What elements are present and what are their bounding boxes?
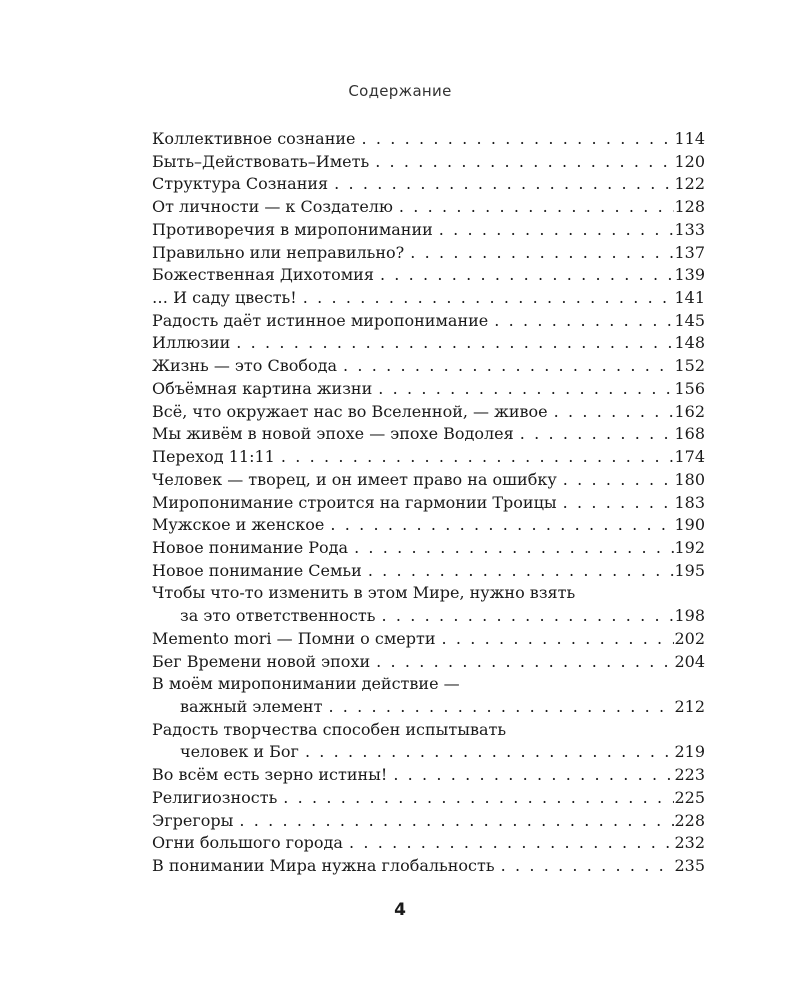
toc-entry-page: 139: [674, 265, 705, 285]
toc-entry-title: Во всём есть зерно истины!: [152, 765, 388, 785]
toc-entry-title: Всё, что окружает нас во Вселенной, — живое: [152, 401, 548, 421]
toc-entry: [152, 401, 705, 424]
toc-entry-page: 235: [674, 856, 705, 875]
toc-entry-title: Объёмная картина жизни: [152, 378, 373, 398]
toc-entry-page: 168: [674, 424, 705, 444]
toc-entry: [152, 242, 705, 265]
toc-entry-title: за это ответственность: [180, 606, 376, 626]
toc-entry: [152, 810, 705, 833]
toc-entry-title: От личности — к Создателю: [152, 197, 393, 217]
toc-entry-title: Иллюзии: [152, 333, 231, 353]
toc-entry-page: 128: [674, 197, 705, 217]
dot-leader: [404, 242, 674, 265]
toc-entry-title: Переход 11:11: [152, 447, 275, 467]
toc-entry-page: 122: [674, 174, 705, 194]
toc-entry-page: 225: [674, 787, 705, 807]
toc-entry: [152, 219, 705, 242]
toc-entry: [152, 196, 705, 219]
toc-entry-title: Структура Сознания: [152, 174, 329, 194]
toc-entry: [152, 173, 705, 196]
toc-entry-page: 174: [674, 447, 705, 467]
dot-leader: [348, 537, 674, 560]
toc-entry-title: Чтобы что-то изменить в этом Мире, нужно взять: [152, 583, 576, 603]
dot-leader: [372, 378, 674, 401]
toc-entry: [152, 355, 705, 378]
dot-leader: [337, 355, 674, 378]
toc-entry-page: 152: [674, 356, 705, 376]
dot-leader: [233, 810, 674, 833]
toc-entry: [152, 855, 705, 878]
toc-entry-page: 145: [674, 310, 705, 330]
toc-entry-title: важный элемент: [180, 696, 323, 716]
toc-entry-page: 133: [674, 219, 705, 239]
toc-entry: [152, 264, 705, 287]
dot-leader: [343, 832, 675, 855]
toc-entry-page: 192: [674, 537, 705, 557]
toc-entry-title: Эгрегоры: [152, 810, 234, 830]
page-number: 4: [394, 900, 406, 920]
dot-leader: [514, 423, 675, 446]
dot-leader: [299, 741, 675, 764]
dot-leader: [328, 173, 674, 196]
running-header: Содержание: [348, 82, 452, 100]
dot-leader: [370, 651, 674, 674]
dot-leader: [369, 151, 674, 174]
toc-entry-title: В понимании Мира нужна глобальность: [152, 856, 495, 875]
toc-entry-page: 137: [674, 242, 705, 262]
toc-entry-title: человек и Бог: [180, 742, 299, 762]
toc-entry-page: 190: [674, 515, 705, 535]
toc-entry: [152, 128, 705, 151]
toc-entry-title: Быть–Действовать–Иметь: [152, 151, 370, 171]
toc-entry: [152, 514, 705, 537]
toc-entry-title: Правильно или неправильно?: [152, 242, 405, 262]
toc-entry-page: 120: [674, 151, 705, 171]
toc-entry-title: Новое понимание Семьи: [152, 560, 362, 580]
toc-entry: [152, 651, 705, 674]
dot-leader: [356, 128, 675, 151]
toc-entry-title: Человек — творец, и он имеет право на ошибку: [152, 469, 557, 489]
toc-entry-page: 162: [674, 401, 705, 421]
toc-entry-page: 202: [674, 628, 705, 648]
toc-entry: [152, 423, 705, 446]
toc-entry-title: Мужское и женское: [152, 515, 325, 535]
dot-leader: [230, 332, 674, 355]
dot-leader: [322, 696, 674, 719]
toc-entry-page: 219: [674, 742, 705, 762]
toc-entry: [152, 446, 705, 469]
toc-entry-page: 228: [674, 810, 705, 830]
toc-entry: [152, 378, 705, 401]
dot-leader: [275, 446, 675, 469]
toc-entry: [152, 673, 705, 696]
dot-leader: [324, 514, 674, 537]
table-of-contents: [152, 128, 705, 878]
dot-leader: [277, 787, 674, 810]
toc-entry-title: Бег Времени новой эпохи: [152, 651, 371, 671]
toc-entry: [152, 605, 705, 628]
toc-entry-title: Противоречия в миропонимании: [152, 219, 433, 239]
toc-entry-page: 198: [674, 606, 705, 626]
toc-entry-page: 114: [674, 129, 705, 148]
toc-entry-page: 183: [674, 492, 705, 512]
toc-entry: [152, 764, 705, 787]
toc-entry-title: Радость творчества способен испытывать: [152, 719, 507, 739]
toc-entry: [152, 787, 705, 810]
toc-entry-page: 156: [674, 378, 705, 398]
toc-entry: [152, 332, 705, 355]
toc-entry-title: Жизнь — это Свобода: [152, 356, 337, 376]
toc-entry: [152, 696, 705, 719]
dot-leader: [488, 310, 674, 333]
dot-leader: [435, 628, 674, 651]
toc-entry-title: Мы живём в новой эпохе — эпохе Водолея: [152, 424, 514, 444]
toc-entry-page: 223: [674, 765, 705, 785]
dot-leader: [433, 219, 675, 242]
dot-leader: [495, 855, 675, 878]
toc-entry-title: Миропонимание строится на гармонии Троицы: [152, 492, 557, 512]
dot-leader: [557, 469, 675, 492]
toc-entry-title: Божественная Дихотомия: [152, 265, 374, 285]
toc-entry-title: … И саду цвесть!: [152, 288, 297, 308]
toc-entry-page: 141: [674, 288, 705, 308]
toc-entry-page: 232: [674, 833, 705, 853]
toc-entry-title: Memento mori — Помни о смерти: [152, 628, 436, 648]
dot-leader: [557, 492, 675, 515]
toc-entry: [152, 537, 705, 560]
toc-entry-page: 148: [674, 333, 705, 353]
toc-entry-title: Радость даёт истинное миропонимание: [152, 310, 489, 330]
toc-entry-title: Новое понимание Рода: [152, 537, 349, 557]
dot-leader: [297, 287, 675, 310]
toc-entry: [152, 628, 705, 651]
toc-entry-page: 212: [674, 696, 705, 716]
toc-entry-title: Огни большого города: [152, 833, 343, 853]
toc-entry: [152, 310, 705, 333]
dot-leader: [375, 605, 674, 628]
toc-entry: [152, 492, 705, 515]
dot-leader: [387, 764, 674, 787]
toc-entry: [152, 151, 705, 174]
toc-entry: [152, 560, 705, 583]
toc-entry-title: Коллективное сознание: [152, 129, 356, 148]
dot-leader: [374, 264, 675, 287]
toc-entry: [152, 741, 705, 764]
toc-entry: [152, 582, 705, 605]
toc-entry-page: 180: [674, 469, 705, 489]
toc-entry-title: В моём миропонимании действие —: [152, 674, 460, 694]
toc-entry: [152, 287, 705, 310]
toc-entry-title: Религиозность: [152, 787, 278, 807]
toc-entry-page: 195: [674, 560, 705, 580]
toc-entry-page: 204: [674, 651, 705, 671]
toc-entry: [152, 719, 705, 742]
toc-entry: [152, 469, 705, 492]
toc-entry: [152, 832, 705, 855]
dot-leader: [548, 401, 675, 424]
dot-leader: [362, 560, 675, 583]
dot-leader: [393, 196, 675, 219]
